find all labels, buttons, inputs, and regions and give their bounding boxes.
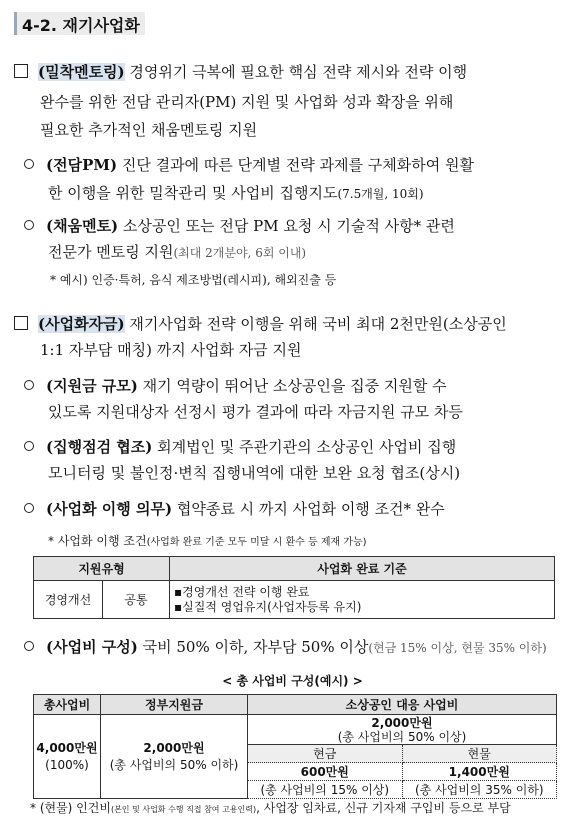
table1-cell-criteria: ▪경영개선 전략 이행 완료 ▪실질적 영업유지(사업자등록 유지): [170, 581, 555, 619]
table2-cash-ratio: (총 사업비의 15% 이상): [248, 781, 403, 799]
scale-line-1: 재기 역량이 뛰어난 소상공인을 집중 지원할 수: [137, 377, 447, 395]
table1-cell-type: 경영개선: [34, 581, 103, 619]
circle-bullet-icon: [24, 220, 34, 230]
bullet-mentor: [24, 216, 455, 236]
bullet-obligation: [24, 499, 445, 519]
table2-kind-header: 현물: [402, 745, 557, 763]
circle-bullet-icon: [24, 380, 34, 390]
funding-line-2: 1:1 자부담 매칭) 까지 사업화 자금 지원: [40, 341, 302, 359]
completion-criteria-table: [33, 556, 555, 619]
table2-header-total: 총사업비: [34, 695, 101, 715]
table2-kind-ratio: (총 사업비의 35% 이하): [402, 781, 557, 799]
table2-cash-header: 현금: [248, 745, 403, 763]
mentor-line-2: 전문가 멘토링 지원(최대 2개분야, 6회 이내): [48, 243, 307, 261]
circle-bullet-icon: [24, 503, 34, 513]
pm-tag: (전담PM): [46, 156, 118, 174]
budget-line-1: 국비 50% 이하, 자부담 50% 이상: [137, 638, 369, 656]
mentor-note: * 예시) 인증·특허, 음식 제조방법(레시피), 해외진출 등: [50, 273, 337, 287]
mentor-tag: (채움멘토): [46, 217, 119, 235]
mentor-line-1: 소상공인 또는 전담 PM 요청 시 기술적 사항* 관련: [118, 217, 455, 235]
pm-period: (7.5개월, 10회): [337, 187, 424, 201]
circle-bullet-icon: [24, 641, 34, 651]
table2-cash-amount: 600만원: [248, 763, 403, 781]
section-title-box: [14, 10, 144, 36]
inspection-tag: (집행점검 협조): [46, 438, 153, 456]
circle-bullet-icon: [24, 159, 34, 169]
inspection-line-2: 모니터링 및 불인정·변칙 집행내역에 대한 보완 요청 협조(상시): [48, 464, 461, 482]
table2-own: 2,000만원 (총 사업비의 50% 이상): [248, 715, 557, 745]
table2-header-gov: 정부지원금: [101, 695, 248, 715]
budget-tag: (사업비 구성): [46, 638, 138, 656]
table1-header-type: 지원유형: [34, 557, 170, 581]
mentoring-tag: (밀착멘토링): [38, 63, 125, 81]
bullet-scale: [24, 376, 447, 396]
circle-bullet-icon: [24, 441, 34, 451]
section-title: 4-2. 재기사업화: [22, 16, 140, 35]
table2-gov: 2,000만원 (총 사업비의 50% 이하): [101, 715, 248, 799]
scale-tag: (지원금 규모): [46, 377, 138, 395]
bullet-inspection: [24, 437, 456, 457]
footnote: * (현물) 인건비(본인 및 사업화 수행 직접 참여 고용인력), 사업장 임차료, 신규 기자재 구입비 등으로 부담: [30, 801, 511, 815]
bullet-pm: [24, 155, 474, 175]
table2-total: 4,000만원 (100%): [34, 715, 101, 799]
table2-header-own: 소상공인 대응 사업비: [248, 695, 557, 715]
square-bullet-icon: [14, 64, 28, 78]
funding-tag: (사업화자금): [38, 315, 125, 333]
obligation-tag: (사업화 이행 의무): [46, 500, 173, 518]
inspection-line-1: 회계법인 및 주관기관의 소상공인 사업비 집행: [152, 438, 457, 456]
pm-line-2: 한 이행을 위한 밀착관리 및 사업비 집행지도(7.5개월, 10회): [48, 184, 424, 202]
bullet-budget: [24, 637, 547, 658]
scale-line-2: 있도록 지원대상자 선정시 평가 결과에 따라 자금지원 규모 차등: [48, 403, 463, 421]
budget-table: [33, 694, 557, 799]
budget-table-caption: < 총 사업비 구성(예시) >: [222, 674, 363, 688]
mentor-limit: (최대 2개분야, 6회 이내): [173, 246, 307, 260]
obligation-line-1: 협약종료 시 까지 사업화 이행 조건* 완수: [172, 500, 445, 518]
table1-header-criteria: 사업화 완료 기준: [170, 557, 555, 581]
budget-cash-kind: (현금 15% 이상, 현물 35% 이하): [368, 641, 547, 655]
bullet-funding: [14, 314, 507, 334]
table1-cell-common: 공통: [103, 581, 170, 619]
funding-line-1: 재기사업화 전략 이행을 위해 국비 최대 2천만원(소상공인: [124, 315, 507, 333]
square-bullet-icon: [14, 316, 28, 330]
mentoring-line-2: 완수를 위한 전담 관리자(PM) 지원 및 사업화 성과 확장을 위해: [40, 93, 454, 111]
pm-line-1: 진단 결과에 따른 단계별 전략 과제를 구체화하여 원활: [117, 156, 474, 174]
table2-kind-amount: 1,400만원: [402, 763, 557, 781]
mentoring-line-1: 경영위기 극복에 필요한 핵심 전략 제시와 전략 이행: [124, 63, 468, 81]
bullet-mentoring: [14, 62, 467, 82]
mentoring-line-3: 필요한 추가적인 채움멘토링 지원: [40, 121, 258, 139]
obligation-note: * 사업화 이행 조건(사업화 완료 기준 모두 미달 시 환수 등 제재 가능): [48, 534, 367, 548]
